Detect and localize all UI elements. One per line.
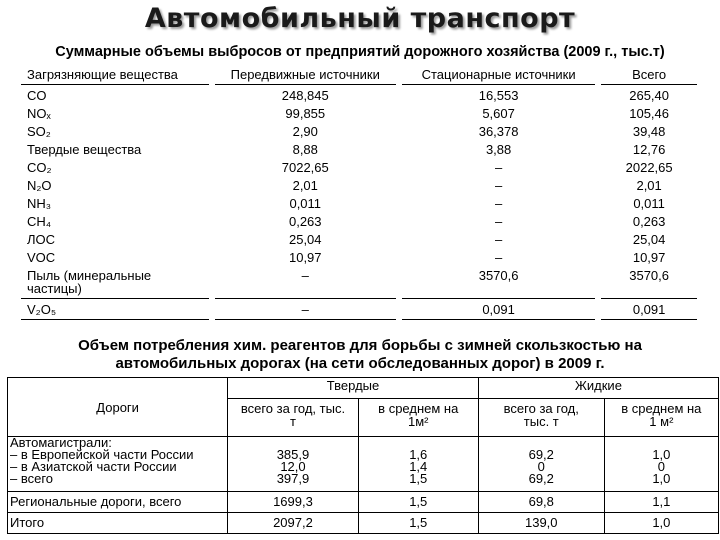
- mobile-value: 10,97: [288, 250, 322, 265]
- stationary-value: –: [494, 178, 503, 193]
- highways-label: – в Азиатской части России: [10, 459, 177, 474]
- header-solid: Твердые: [228, 378, 479, 399]
- pollutant-name: N₂O: [27, 178, 52, 193]
- regional-liquid-year: 69,8: [478, 492, 604, 513]
- mobile-value: 0,263: [288, 214, 322, 229]
- page-title: Автомобильный транспорт: [144, 3, 576, 34]
- mobile-value: 0,011: [289, 196, 322, 211]
- mobile-value: 248,845: [281, 88, 329, 103]
- pollutant-name: Твердые вещества: [27, 142, 142, 157]
- header-roads: Дороги: [8, 378, 228, 437]
- pollutant-name: Пыль (минеральные частицы): [27, 268, 152, 296]
- header-liquid: Жидкие: [478, 378, 718, 399]
- table-row: [8, 513, 719, 534]
- stationary-value: 3,88: [485, 142, 512, 157]
- total-values-cell: [601, 85, 697, 299]
- total-value: 0,263: [632, 214, 666, 229]
- pollutant-name: VOC: [27, 250, 56, 265]
- total-label: Итого: [8, 513, 228, 534]
- pollutant-name: CO: [27, 88, 47, 103]
- mobile-value: 7022,65: [281, 160, 329, 175]
- emissions-body-row: [21, 85, 697, 299]
- total-value: 0,011: [633, 196, 665, 211]
- stationary-value: –: [494, 232, 503, 247]
- header-liquid-avg: в среднем на 1 м²: [604, 399, 718, 437]
- header-solid-year: всего за год, тыс. т: [228, 399, 358, 437]
- pollutant-name: NOₓ: [27, 106, 51, 121]
- total-value: 265,40: [629, 88, 669, 103]
- reagents-caption-line-1: Объем потребления хим. реагентов для борьбы с зимней скользкостью на: [78, 337, 642, 354]
- highways-label: Автомагистрали:: [10, 435, 112, 450]
- pollutant-names-cell: [21, 85, 209, 299]
- reagents-caption-line-2: автомобильных дорогах (на сети обследованных дорог) в 2009 г.: [115, 355, 605, 372]
- reagents-header-row-1: [8, 378, 719, 399]
- highways-solid-year: 385,9 12,0 397,9: [228, 437, 358, 492]
- reagents-table: [7, 377, 719, 534]
- total-value: 105,46: [629, 106, 669, 121]
- regional-label: Региональные дороги, всего: [8, 492, 228, 513]
- total-value: 3570,6: [629, 268, 669, 283]
- pollutant-name: CH₄: [27, 214, 52, 229]
- stationary-values-cell: [402, 85, 595, 299]
- total-value: 25,04: [632, 232, 666, 247]
- mobile-value: 8,88: [292, 142, 318, 157]
- highways-label-cell: [8, 437, 228, 492]
- total-solid-avg: 1,5: [358, 513, 478, 534]
- total-value: 2022,65: [625, 160, 673, 175]
- emissions-header-row: [21, 64, 697, 85]
- mobile-value: 25,04: [288, 232, 322, 247]
- total-value: 2,01: [636, 178, 662, 193]
- highways-label: – всего: [10, 471, 54, 486]
- total-liquid-year: 139,0: [478, 513, 604, 534]
- emissions-table: [21, 64, 697, 320]
- pollutant-name: NH₃: [27, 196, 52, 211]
- mobile-value: 2,01: [292, 178, 318, 193]
- mobile-value: 2,90: [292, 124, 318, 139]
- stationary-value: 5,607: [482, 106, 515, 121]
- mobile-value: 99,855: [285, 106, 326, 121]
- pollutant-name: SO₂: [27, 124, 51, 139]
- stationary-value: –: [494, 196, 503, 211]
- stationary-value: 0,091: [402, 299, 595, 320]
- regional-solid-avg: 1,5: [358, 492, 478, 513]
- header-pollutants: Загрязняющие вещества: [21, 64, 209, 85]
- stationary-value: 36,378: [478, 124, 519, 139]
- total-value: 10,97: [632, 250, 666, 265]
- header-solid-avg: в среднем на 1м²: [358, 399, 478, 437]
- total-liquid-avg: 1,0: [604, 513, 718, 534]
- mobile-value: –: [215, 299, 396, 320]
- header-liquid-year: всего за год, тыс. т: [478, 399, 604, 437]
- total-value: 0,091: [601, 299, 697, 320]
- stationary-value: 3570,6: [478, 268, 519, 283]
- emissions-table-caption: Суммарные объемы выбросов от предприятий дорожного хозяйства (2009 г., тыс.т): [55, 44, 665, 60]
- table-row: [8, 492, 719, 513]
- regional-solid-year: 1699,3: [228, 492, 358, 513]
- mobile-values-cell: [215, 85, 396, 299]
- emissions-last-row: [21, 299, 697, 320]
- pollutant-name: V₂O₅: [21, 299, 209, 320]
- total-solid-year: 2097,2: [228, 513, 358, 534]
- header-stationary-sources: Стационарные источники: [402, 64, 595, 85]
- stationary-value: –: [494, 160, 503, 175]
- highways-liquid-avg: 1,0 0 1,0: [604, 437, 718, 492]
- table-row: [8, 437, 719, 492]
- stationary-value: –: [494, 250, 503, 265]
- header-mobile-sources: Передвижные источники: [215, 64, 396, 85]
- mobile-value: –: [301, 268, 309, 283]
- stationary-value: –: [494, 214, 503, 229]
- highways-label: – в Европейской части России: [10, 447, 194, 462]
- pollutant-name: CO₂: [27, 160, 52, 175]
- regional-liquid-avg: 1,1: [604, 492, 718, 513]
- highways-solid-avg: 1,6 1,4 1,5: [358, 437, 478, 492]
- total-value: 12,76: [632, 142, 666, 157]
- total-value: 39,48: [632, 124, 666, 139]
- stationary-value: 16,553: [478, 88, 519, 103]
- highways-liquid-year: 69,2 0 69,2: [478, 437, 604, 492]
- pollutant-name: ЛОС: [27, 232, 56, 247]
- header-total: Всего: [601, 64, 697, 85]
